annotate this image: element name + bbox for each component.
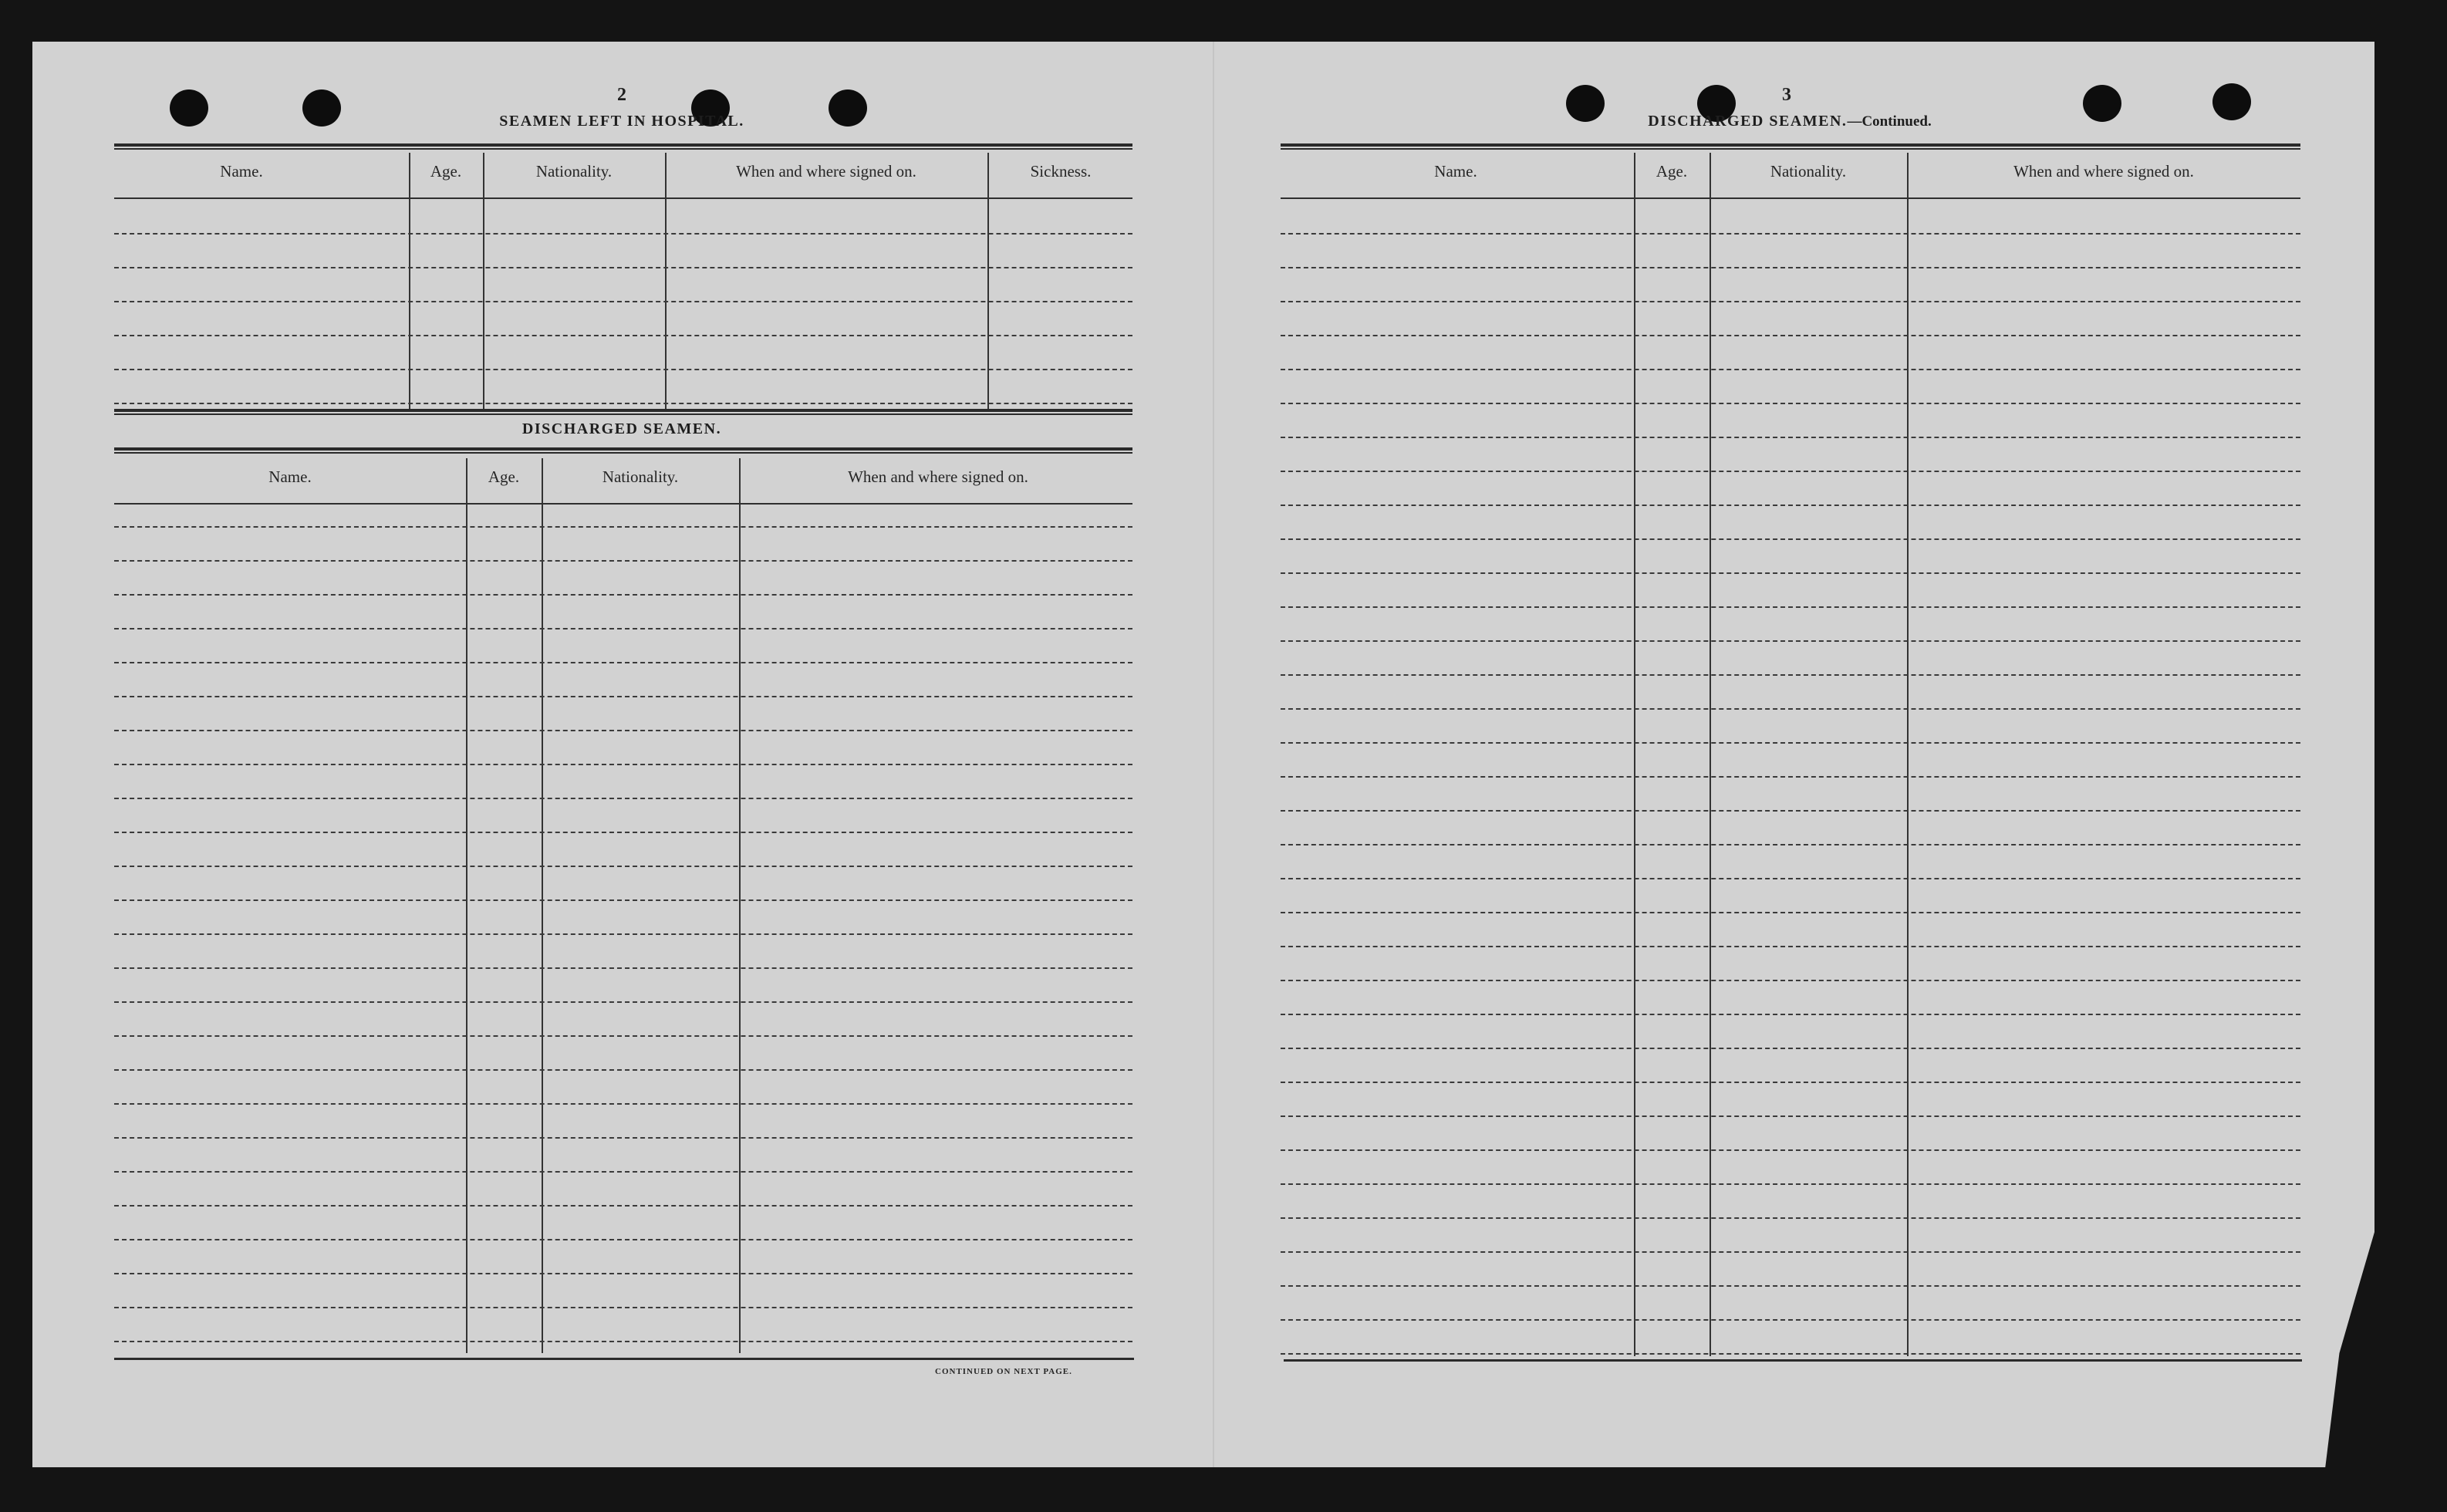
column-header: Sickness.	[1030, 162, 1092, 181]
entry-row-line	[114, 369, 1132, 370]
column-header: Name.	[220, 162, 263, 181]
entry-row-line	[114, 1001, 1132, 1003]
page-number-right: 3	[1782, 85, 1791, 105]
page-number-left: 2	[617, 85, 626, 105]
column-divider	[409, 153, 410, 409]
entry-row-line	[114, 798, 1132, 799]
entry-row-line	[1281, 572, 2300, 574]
discharged-section-title: DISCHARGED SEAMEN.	[521, 420, 722, 437]
entry-row-line	[114, 335, 1132, 336]
header-underline	[114, 503, 1132, 505]
header-underline	[114, 197, 1132, 199]
entry-row-line	[1281, 471, 2300, 472]
column-header: Nationality.	[535, 162, 613, 181]
entry-row-line	[114, 967, 1132, 969]
column-header: Age.	[1656, 162, 1688, 181]
entry-row-line	[114, 1137, 1132, 1139]
entry-row-line	[1281, 267, 2300, 268]
entry-row-line	[114, 1035, 1132, 1037]
column-header: Age.	[488, 467, 520, 486]
discharged-continued-table	[1281, 153, 2300, 1356]
entry-row-line	[1281, 1251, 2300, 1253]
column-header: Nationality.	[1770, 162, 1847, 181]
entry-row-line	[114, 696, 1132, 697]
entry-row-line	[1281, 776, 2300, 778]
column-divider	[739, 458, 741, 1353]
discharged-bottom-rule	[114, 1358, 1134, 1360]
discharged-top-rule	[114, 447, 1132, 454]
entry-row-line	[1281, 1014, 2300, 1015]
entry-row-line	[1281, 640, 2300, 642]
entry-row-line	[1281, 1048, 2300, 1049]
hospital-section-title: SEAMEN LEFT IN HOSPITAL.	[499, 113, 744, 130]
column-header: When and where signed on.	[736, 162, 916, 181]
entry-row-line	[114, 560, 1132, 562]
entry-row-line	[1281, 946, 2300, 947]
punch-hole	[2212, 83, 2251, 120]
entry-row-line	[114, 526, 1132, 528]
entry-row-line	[1281, 708, 2300, 710]
entry-row-line	[1281, 369, 2300, 370]
entry-row-line	[1281, 810, 2300, 812]
column-header: When and where signed on.	[2013, 162, 2194, 181]
punch-hole	[170, 89, 208, 127]
entry-row-line	[114, 933, 1132, 935]
continued-note: CONTINUED ON NEXT PAGE.	[935, 1367, 1072, 1376]
column-divider	[1634, 153, 1635, 1356]
entry-row-line	[1281, 1149, 2300, 1151]
punch-hole	[302, 89, 341, 127]
entry-row-line	[114, 1273, 1132, 1274]
column-header: Age.	[430, 162, 462, 181]
entry-row-line	[1281, 403, 2300, 404]
entry-row-line	[114, 1307, 1132, 1308]
hospital-table	[114, 153, 1132, 409]
header-underline	[1281, 197, 2300, 199]
entry-row-line	[1281, 505, 2300, 506]
column-header: Nationality.	[602, 467, 679, 486]
entry-row-line	[1281, 980, 2300, 981]
column-divider	[466, 458, 467, 1353]
entry-row-line	[114, 594, 1132, 596]
entry-row-line	[114, 233, 1132, 235]
entry-row-line	[114, 1069, 1132, 1071]
entry-row-line	[114, 403, 1132, 404]
entry-row-line	[1281, 844, 2300, 845]
entry-row-line	[114, 1205, 1132, 1207]
punch-hole	[2083, 85, 2121, 122]
column-header: When and where signed on.	[848, 467, 1028, 486]
entry-row-line	[114, 832, 1132, 833]
hospital-bottom-rule	[114, 409, 1132, 415]
discharged-continued-title	[1648, 113, 1931, 130]
entry-row-line	[114, 662, 1132, 663]
entry-row-line	[114, 628, 1132, 629]
entry-row-line	[1281, 606, 2300, 608]
entry-row-line	[1281, 912, 2300, 913]
entry-row-line	[114, 301, 1132, 302]
entry-row-line	[1281, 674, 2300, 676]
column-divider	[542, 458, 543, 1353]
discharged-continued-suffix: —Continued.	[1847, 113, 1932, 130]
right-bottom-rule	[1284, 1359, 2302, 1362]
column-divider	[987, 153, 989, 409]
entry-row-line	[1281, 301, 2300, 302]
right-top-rule	[1281, 143, 2300, 150]
discharged-table	[114, 458, 1132, 1353]
entry-row-line	[1281, 437, 2300, 438]
entry-row-line	[1281, 1353, 2300, 1355]
entry-row-line	[114, 1341, 1132, 1342]
column-header: Name.	[1434, 162, 1477, 181]
column-divider	[1907, 153, 1909, 1356]
entry-row-line	[114, 764, 1132, 765]
punch-hole	[1566, 85, 1605, 122]
entry-row-line	[1281, 1319, 2300, 1321]
entry-row-line	[114, 1239, 1132, 1240]
column-divider	[665, 153, 667, 409]
column-divider	[483, 153, 484, 409]
entry-row-line	[114, 866, 1132, 867]
entry-row-line	[114, 1171, 1132, 1173]
entry-row-line	[1281, 878, 2300, 879]
entry-row-line	[114, 730, 1132, 731]
entry-row-line	[1281, 538, 2300, 540]
entry-row-line	[114, 899, 1132, 901]
punch-hole	[829, 89, 867, 127]
entry-row-line	[1281, 1217, 2300, 1219]
entry-row-line	[1281, 742, 2300, 744]
hospital-top-rule	[114, 143, 1132, 150]
entry-row-line	[114, 267, 1132, 268]
entry-row-line	[1281, 1183, 2300, 1185]
discharged-continued-main: DISCHARGED SEAMEN.	[1648, 113, 1848, 130]
entry-row-line	[1281, 233, 2300, 235]
column-header: Name.	[268, 467, 312, 486]
page-gutter	[1213, 42, 1214, 1467]
column-divider	[1710, 153, 1711, 1356]
entry-row-line	[1281, 1115, 2300, 1117]
entry-row-line	[1281, 1285, 2300, 1287]
entry-row-line	[114, 1103, 1132, 1105]
entry-row-line	[1281, 1082, 2300, 1083]
entry-row-line	[1281, 335, 2300, 336]
